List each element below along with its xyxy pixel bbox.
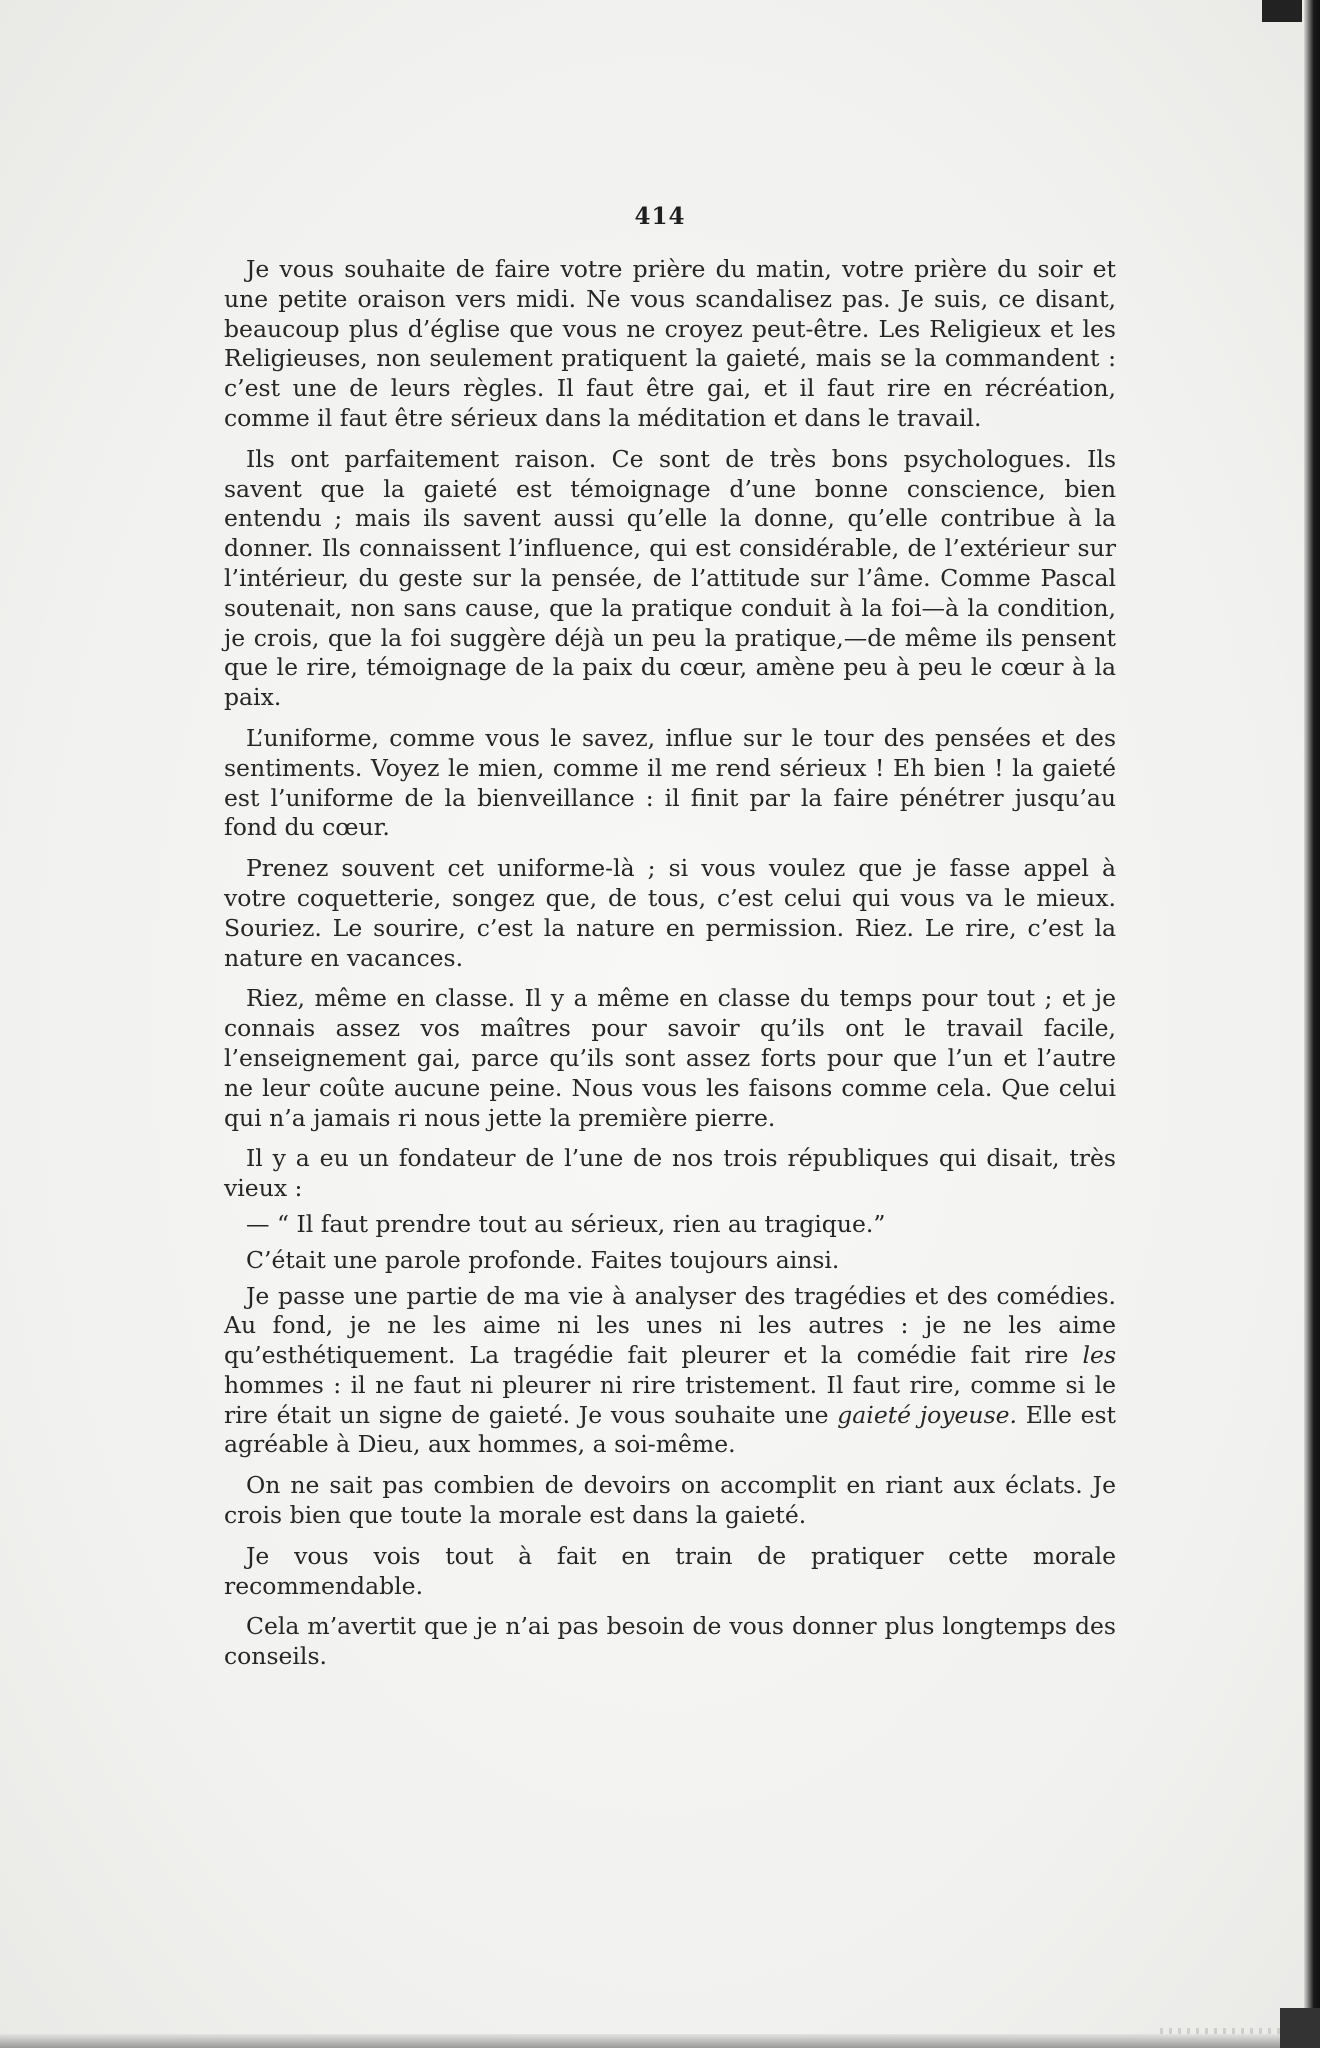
- paragraph: Il y a eu un fondateur de l’une de nos trois républiques qui disait, très vieux :: [224, 1144, 1116, 1203]
- paragraph: L’uniforme, comme vous le savez, influe sur le tour des pensées et des sentiments. Voyez le mien, comme il me rend sérieux ! Eh bien ! la gaieté est l’uniforme de la bienveillance : il finit par la faire pénétrer jusqu’au fond du cœur.: [224, 723, 1116, 842]
- italic-text: les: [1082, 1341, 1116, 1370]
- paragraph: Prenez souvent cet uniforme-là ; si vous voulez que je fasse appel à votre coquetterie, songez que, de tous, c’est celui qui vous va le mieux. Souriez. Le sourire, c’est la nature en permission. Riez. Le rire, c’est la nature en vacances.: [224, 854, 1116, 972]
- page-number: 414: [634, 203, 686, 230]
- quote-line: — “ Il faut prendre tout au sérieux, rien au tragique.”: [246, 1209, 886, 1238]
- page-body-text: [224, 255, 1116, 1683]
- paragraph: Cela m’avertit que je n’ai pas besoin de vous donner plus longtemps des conseils.: [224, 1612, 1116, 1671]
- scan-bottom-specks: [1160, 2028, 1280, 2034]
- paragraph-with-italics: [224, 1282, 1116, 1461]
- paragraph: Je vous vois tout à fait en train de pratiquer cette morale recommendable.: [224, 1541, 1116, 1600]
- paragraph: Riez, même en classe. Il y a même en classe du temps pour tout ; et je connais assez vos maîtres pour savoir qu’ils ont le travail facile, l’enseignement gai, parce qu’ils sont assez forts pour que l’un et l’autre ne leur coûte aucune peine. Nous vous les faisons comme cela. Que celui qui n’a jamais ri nous jette la première pierre.: [224, 984, 1116, 1132]
- text-run: hommes : il ne faut ni pleurer ni rire tristement. Il faut rire, comme si le rire était un signe de gaieté. Je vous souhaite une: [224, 1370, 1116, 1429]
- paragraph: C’était une parole profonde. Faites toujours ainsi.: [246, 1245, 840, 1274]
- paragraph: Je vous souhaite de faire votre prière du matin, votre prière du soir et une petite oraison vers midi. Ne vous scandalisez pas. Je suis, ce disant, beaucoup plus d’église que vous ne croyez peut-être. Les Religieux et les Religieuses, non seulement pratiquent la gaieté, mais se la commandent : c’est une de leurs règles. Il faut être gai, et il faut rire en récréation, comme il faut être sérieux dans la méditation et dans le travail.: [224, 255, 1116, 432]
- text-run: Elle est agréable à Dieu, aux hommes, a soi-même.: [224, 1400, 1116, 1459]
- scan-right-border: [1304, 0, 1320, 2048]
- scan-bottom-border: [0, 2034, 1320, 2048]
- scan-corner-mark: [1262, 0, 1302, 22]
- text-run: Je passe une partie de ma vie à analyser des tragédies et des comédies. Au fond, je ne les aime ni les unes ni les autres : je ne les aime qu’esthétiquement. La tragédie fait pleurer et la comédie fait rire: [224, 1281, 1116, 1370]
- paragraph: On ne sait pas combien de devoirs on accomplit en riant aux éclats. Je crois bien que toute la morale est dans la gaieté.: [224, 1471, 1116, 1530]
- scan-bottom-corner: [1280, 2008, 1320, 2048]
- paragraph: Ils ont parfaitement raison. Ce sont de très bons psychologues. Ils savent que la gaieté est témoignage d’une bonne conscience, bien entendu ; mais ils savent aussi qu’elle la donne, qu’elle contribue à la donner. Ils connaissent l’influence, qui est considérable, de l’extérieur sur l’intérieur, du geste sur la pensée, de l’attitude sur l’âme. Comme Pascal soutenait, non sans cause, que la pratique conduit à la foi—à la condition, je crois, que la foi suggère déjà un peu la pratique,—de même ils pensent que le rire, témoignage de la paix du cœur, amène peu à peu le cœur à la paix.: [224, 444, 1116, 712]
- italic-text: gaieté joyeuse.: [837, 1400, 1018, 1429]
